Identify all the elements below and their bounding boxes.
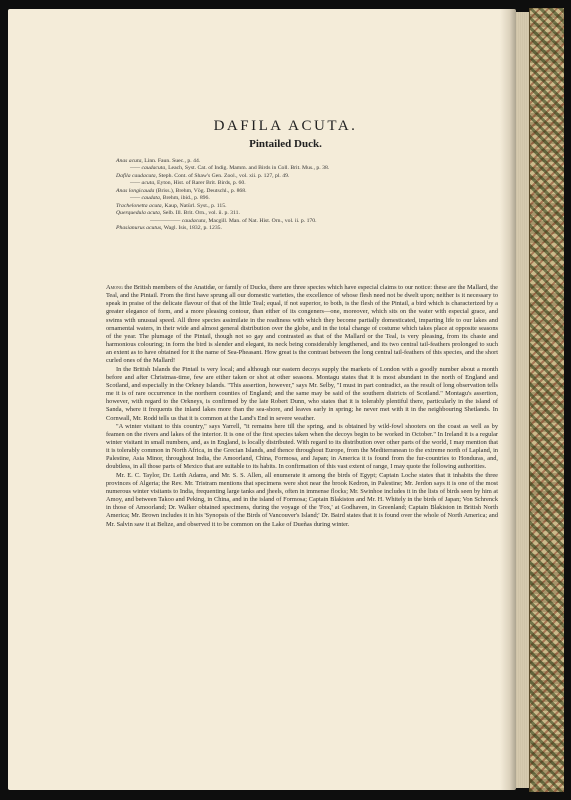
synonym-reference: Eyton, Hist. of Rarer Brit. Birds, p. 60.	[155, 180, 246, 187]
paragraph-text: "A winter visitant to this country," says Yarrell, "it remains here till the spring, and is obtained by wild-fowl shooters on the coast as well as by feamen on the rivers and lakes of the interior. It is one of the first species taken when the decoys begin to be worked in October." In Ireland it is a regular winter visitant in small numbers, and, as in England, is locally distributed. With regard to its distribution over other parts of the world, I may mention that it is tolerably common in North Africa, in the Grecian Islands, and thence throughout Europe, from the Mediterranean to the extreme north of Lapland, in Palestine, Asia Minor, throughout India, the Amoorland, China, Formosa, and Japan; in America it is found from the fur-countries to Honduras, and, doubtless, in all those parts of Mexico that are suitable to its habits. In confirmation of this vast extent of range, I may quote the following authorities.	[106, 422, 498, 471]
synonymy-list	[116, 158, 496, 233]
synonym-entry	[116, 165, 496, 172]
body-paragraph	[106, 366, 498, 423]
synonym-reference: Selb. Ill. Brit. Orn., vol. ii. p. 311.	[161, 210, 240, 217]
synonym-name: —— acuta,	[130, 180, 156, 187]
synonym-reference: Steph. Cont. of Shaw's Gen. Zool., vol. xii. p. 127, pl. 49.	[157, 172, 290, 179]
body-paragraph	[106, 472, 498, 529]
synonym-entry	[116, 210, 496, 217]
body-paragraph	[106, 423, 498, 472]
synonym-entry	[116, 180, 496, 187]
synonym-name: Anas acuta,	[116, 158, 143, 164]
synonym-reference: Leach, Syst. Cat. of Indig. Mamm. and Birds in Coll. Brit. Mus., p. 38.	[166, 165, 330, 172]
synonym-reference: Wagl. Isis, 1832, p. 1235.	[162, 225, 222, 232]
synonym-reference: Brehm, ibid., p. 896.	[161, 195, 210, 202]
synonym-name: Trachelonetta acuta,	[116, 202, 164, 209]
synonym-entry	[116, 225, 496, 232]
species-title: DAFILA ACUTA.	[213, 118, 358, 134]
synonym-reference: Kaup, Natürl. Syst., p. 115.	[163, 202, 227, 209]
synonym-name: —— caudacuta,	[130, 165, 167, 172]
drop-word: Among	[106, 284, 123, 291]
synonym-name: —— caudata,	[130, 195, 162, 202]
synonym-entry	[116, 218, 496, 225]
synonym-reference: Linn. Faun. Suec., p. 44.	[142, 158, 201, 164]
synonym-name: Querquedula acuta,	[116, 210, 162, 217]
synonym-name: —————— caudacuta,	[150, 217, 207, 224]
paragraph-text: In the British Islands the Pintail is very local; and although our eastern decoys supply the markets of London with a goodly number about a month before and after Christmas-time, few are either taken or shot at other seasons. Montagu states that it is most abundant in the north of England and Scotland, and especially in the Orkney Islands. "This assertion, however," says Mr. Selby, "I must in part contradict, as the result of long observation tells me it is of rare occurrence in the northern counties of England; and the same may be said of the southern districts of Scotland." Montagu's assertion, however, with regard to the Orkneys, is confirmed by the late Robert Dunn, who states that it is tolerably plentiful there, particularly in the island of Sanda, where it frequents the inland lakes more than the sea-shore, and leaves early in spring; he never met with it in the neighbouring Shetlands. In Cornwall, Mr. Rodd tells us that it is common at the Land's End in severe weather.	[106, 365, 498, 422]
paragraph-text: the British members of the Anatidæ, or family of Ducks, there are three species which have especial claims to our notice: these are the Mallard, the Teal, and the Pintail. From the first have sprung all our domestic varieties, the excellence of whose flesh need not be dwelt upon; neither is it necessary to speak in praise of the delicate flavour of that of the little Teal; equal, if not superior, to both, is the flesh of the Pintail, a bird which is characterized by a greater elegance of form, and a more pleasing contour, than either of its congeners—one, moreover, which sits on the water with especial grace, and swims with unusual speed. All three species assimilate in the readiness with which they become partially domesticated, imparting life to our lakes and ornamental waters, in their wide and almost general distribution over the globe, and in the total change of costume which takes place at opposite seasons of the year. The plumage of the Pintail, though not so gay and contrasted as that of the Mallard or the Teal, is very pleasing, from its chaste and harmonious colouring; in form the bird is slender and elegant, its neck being considerably lengthened, and its two central tail-feathers prolonged to such an extent as to have obtained for it the name of Sea-Pheasant. How great is the contrast between the long central tail-feathers of this species, and the short curled ones of the Mallard!	[106, 284, 498, 365]
paragraph-text: Mr. E. C. Taylor, Dr. Leith Adams, and Mr. S. S. Allen, all enumerate it among the birds of Egypt; Captain Loche states that it inhabits the three provinces of Algeria; the Rev. Mr. Tristram mentions that specimens were shot near the brook Kedron, in Palestine; Mr. Jerdon says it is one of the most numerous winter visitants to India, frequenting large tanks and jheels, often in immense flocks; Mr. Swinhoe includes it in the lists of birds seen by him at Amoy, and between Takoo and Peking, in China, and in the island of Formosa; Captain Blakiston and Mr. H. Whitely in the birds of Japan; Von Schrenck in those of Amoorland; Dr. Walker obtained specimens, during the voyage of the 'Fox,' at Godhaven, in Greenland; Captain Blakiston in British North America; Mr. Brown includes it in his 'Synopsis of the Birds of Vancouver's Island;' Dr. Baird states that it is found over the whole of North America; and Mr. Salvin saw it at Belize, and observed it to be common on the Lake of Dueñas during winter.	[106, 471, 498, 528]
synonym-reference: (Briss.), Brehm, Vög. Deutschl., p. 868.	[154, 187, 247, 194]
synonym-entry	[116, 195, 496, 202]
synonym-entry	[116, 203, 496, 210]
common-name: Pintailed Duck.	[249, 138, 322, 150]
synonym-name: Dafila caudacuta,	[116, 172, 158, 179]
synonym-name: Anas longicauda	[116, 187, 155, 194]
body-text	[106, 284, 498, 529]
synonym-entry	[116, 188, 496, 195]
body-paragraph	[106, 284, 498, 366]
synonym-reference: Macgill. Man. of Nat. Hist. Orn., vol. ii. p. 170.	[206, 217, 317, 224]
synonym-name: Phasianurus acutus,	[116, 225, 163, 232]
